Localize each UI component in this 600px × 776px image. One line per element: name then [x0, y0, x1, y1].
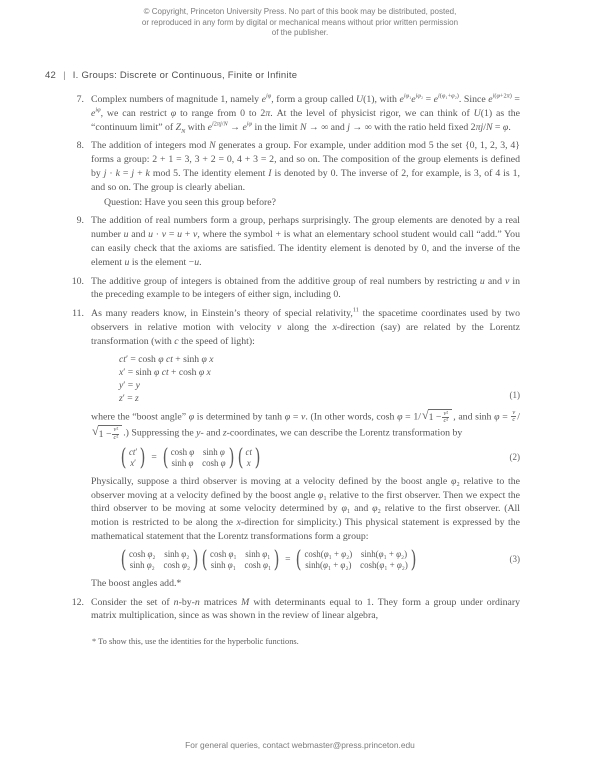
item-number: 11.: [72, 308, 84, 320]
equals-sign: =: [151, 452, 157, 464]
list-item-7: [60, 93, 520, 134]
item-text: The addition of integers mod N generates a group. For example, under addition mod 5 the set {0, 1, 2, 3, 4} forms a group: 2 + 1 = 3, 3 + 2 = 0, 4 + 3 = 2, and so on. The composition of the group elements is defined by j · k = j + k mod 5. The identity element I is denoted by 0. The inverse of 2, for example, is 3, of 4 is 1, and so on. The group is clearly abelian.: [91, 140, 520, 193]
equation-number: (2): [509, 452, 520, 463]
chapter-title: I. Groups: Discrete or Continuous, Finite or Infinite: [72, 70, 298, 81]
matrix-cell: sinh(φ₁ + φ₂): [305, 560, 352, 571]
equation-1: [119, 353, 520, 405]
right-paren: ): [139, 444, 146, 471]
right-paren: ): [228, 444, 234, 471]
item-text: Physically, suppose a third observer is moving at a velocity defined by the boost angle φ₂ relative to the observer moving at a velocity defined by the boost angle φ₁ relative to the first observer. Then we expect the third observer to be moving at some velocity determined by φ₁ and φ₂ relative to the first observer. (All motion is restricted to be along the x-direction for simplicity.) This physical statement is expressed by the mathematical statement that the Lorentz transformations form a group:: [91, 475, 521, 542]
equation-line: x′ = sinh φ ct + cosh φ x: [119, 366, 211, 378]
matrix-cell: cosh(φ₁ + φ₂): [360, 560, 408, 571]
matrix-cell: cosh φ₁: [244, 560, 272, 571]
left-paren: (: [201, 546, 208, 573]
matrix-cell: cosh φ: [202, 458, 226, 469]
matrix-cell: sinh φ₁: [210, 560, 236, 571]
item-number: 7.: [76, 94, 84, 105]
list-item-9: [60, 214, 520, 269]
matrix-cell: sinh φ: [202, 447, 225, 458]
list-item-12: [60, 596, 520, 624]
matrix-cell: sinh φ: [171, 458, 194, 469]
matrix-cell: cosh φ₂: [128, 549, 156, 560]
list-item-8: [60, 139, 520, 209]
matrix-cell: cosh φ₂: [163, 560, 191, 571]
left-paren: (: [237, 444, 243, 471]
question-text: Question: Have you seen this group before?: [104, 196, 276, 208]
combined-boost-matrix: [294, 546, 417, 573]
item-text: Consider the set of n-by-n matrices M with determinants equal to 1. They form a group under ordinary matrix multiplication, since as was shown in the review of linear algebra,: [91, 596, 520, 622]
equation-3: [119, 546, 520, 573]
matrix-cell: sinh(φ₁ + φ₂): [360, 549, 408, 560]
left-paren: (: [120, 546, 127, 573]
equation-line: y′ = y: [119, 379, 140, 391]
matrix-cell: x: [246, 458, 251, 469]
item-text: As many readers know, in Einstein’s theory of special relativity,$^{11}$ the spacetime coordinates used by two observers in relative motion with velocity v along the x-direction (say) are related by the Lorentz transformation (with c the speed of light):: [91, 306, 521, 347]
item-number: 12.: [71, 596, 84, 608]
equals-sign: =: [285, 554, 291, 566]
item-number: 9.: [76, 215, 84, 227]
numbered-problem-list: [60, 93, 520, 646]
right-paren: ): [254, 444, 261, 471]
matrix-cell: cosh φ₁: [210, 549, 237, 560]
left-paren: (: [162, 444, 169, 471]
equation-line: z′ = z: [119, 392, 139, 404]
boost-matrix-1: [200, 546, 281, 573]
equation-number: (3): [509, 554, 520, 565]
item-text: Complex numbers of magnitude 1, namely $e^{i\varphi}$, form a group called U(1), with $e^{i\varphi_1}e^{i\varphi_2} = e^{i(\varphi_1+\varphi_2)}$. Since $e^{i(\varphi+2\pi)} = e^{i\varphi}$, we can restrict φ to range from 0 to 2π. At the level of physicist rigor, we can think of U(1) as the “continuum limit” of $Z_N$ with $e^{i2\pi j/N} \to e^{i\varphi}$ in the limit N → ∞ and j → ∞ with the ratio held fixed 2πj/N = φ.: [91, 92, 521, 135]
right-paren: ): [192, 546, 199, 573]
page-number: 42: [45, 70, 57, 81]
equation-line: ct′ = cosh φ ct + sinh φ x: [119, 353, 214, 365]
list-item-10: [60, 275, 520, 303]
column-vector: [236, 444, 262, 471]
right-paren: ): [410, 546, 417, 573]
lorentz-matrix: [161, 444, 236, 471]
item-text: where the “boost angle” φ is determined by tanh φ = v. (In other words, cosh φ = 1/ √ 1 − $\frac{\text{v²}}{\text{c²}}$ , and sinh φ = $\frac{v}{c}$ / √ 1 − $\frac{\text{v²}}{\text{c²}}$ .) Suppressing the y- and z-coordinates, we can describe the Lorentz transformation by: [91, 409, 520, 442]
matrix-cell: ct: [245, 447, 252, 458]
matrix-cell: x′: [130, 458, 137, 469]
equation-number: (1): [509, 389, 520, 400]
matrix-cell: sinh φ₁: [245, 549, 271, 560]
copyright-notice: © Copyright, Princeton University Press. No part of this book may be distributed, posted, or reproduced in any form by digital or mechanical means without prior written permission of the publisher.: [141, 7, 459, 37]
column-vector: [119, 444, 147, 471]
item-text: The addition of real numbers form a group, perhaps surprisingly. The group elements are denoted by a real number u and u · v = u + v, where the symbol + is what an elementary school student would call “add.” You can easily check that the axioms are satisfied. The identity element is denoted by 0, and the inverse of the element u is the element −u.: [91, 215, 520, 268]
matrix-cell: ct′: [128, 447, 138, 458]
matrix-cell: cosh φ: [170, 447, 195, 458]
boost-matrix-2: [119, 546, 200, 573]
item-text: The additive group of integers is obtained from the additive group of real numbers by restricting u and v in the preceding example to be integers of either sign, including 0.: [91, 275, 520, 301]
page-header: [45, 70, 297, 81]
item-number: 8.: [76, 140, 84, 152]
right-paren: ): [273, 546, 280, 573]
matrix-cell: cosh(φ₁ + φ₂): [304, 549, 353, 560]
footer-contact: For general queries, contact webmaster@press.princeton.edu: [185, 740, 415, 750]
header-separator: |: [63, 70, 66, 81]
matrix-cell: sinh φ₂: [129, 560, 155, 571]
list-item-11: [60, 307, 520, 590]
footnote: * To show this, use the identities for the hyperbolic functions.: [92, 637, 299, 647]
left-paren: (: [120, 444, 127, 471]
boost-angles-note: The boost angles add.*: [91, 577, 182, 589]
equation-2: [119, 444, 520, 471]
left-paren: (: [296, 546, 302, 573]
matrix-cell: sinh φ₂: [164, 549, 190, 560]
item-number: 10.: [71, 275, 84, 287]
